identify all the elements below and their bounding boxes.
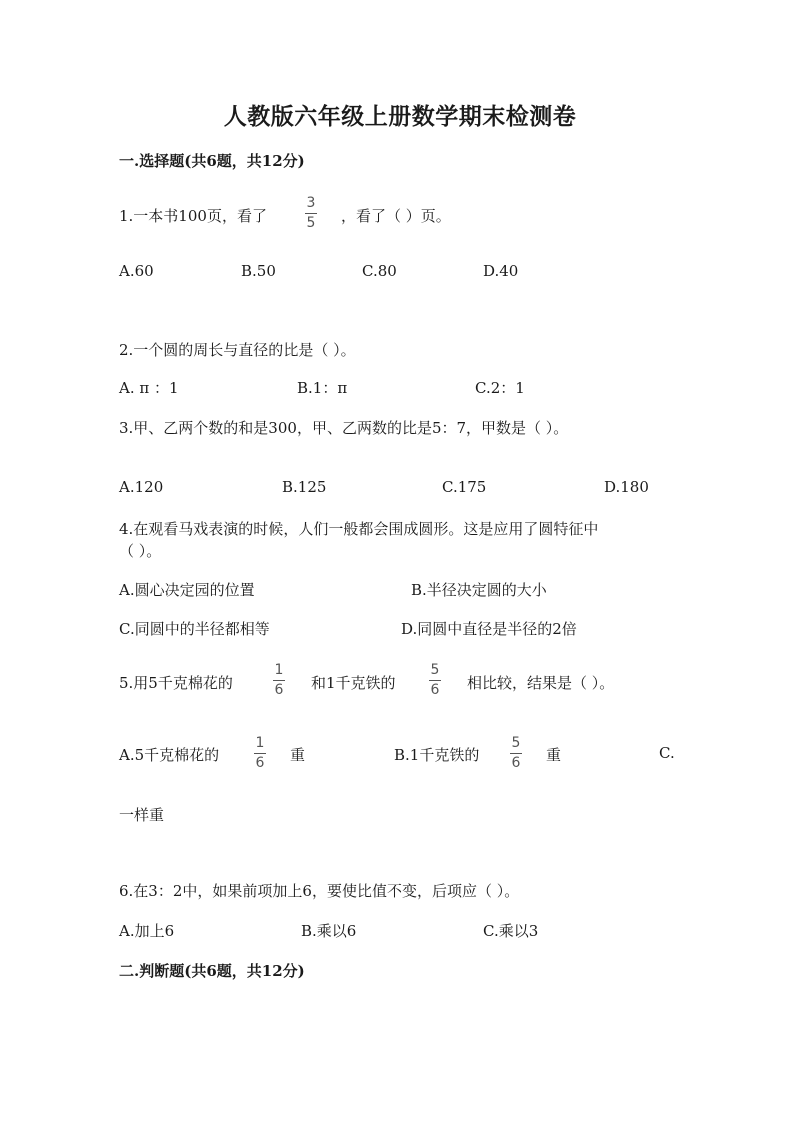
question-5-text-mid: 和1千克铁的 [311,674,396,692]
fraction-3-5 [305,196,317,231]
q1-option-b: B.50 [241,262,276,280]
q3-option-c: C.175 [442,478,487,496]
fraction-numerator: 5 [430,662,440,678]
question-4-text-line2: （ ）。 [119,542,162,560]
fraction-denominator: 6 [255,755,265,771]
section-heading-judgement: 二.判断题(共6题，共12分) [119,962,305,980]
q1-option-c: C.80 [362,262,397,280]
section-heading-choice: 一.选择题(共6题，共12分) [119,152,305,170]
q5-option-b-end: 重 [546,746,562,764]
fraction-1-6 [273,663,285,698]
q5-option-a-end: 重 [290,746,306,764]
q5-option-b: B.1千克铁的 [394,746,480,764]
question-3-text: 3.甲、乙两个数的和是300，甲、乙两数的比是5：7，甲数是（ ）。 [119,419,569,437]
q6-option-a: A.加上6 [119,922,175,940]
q3-option-b: B.125 [282,478,327,496]
fraction-numerator: 3 [306,195,316,211]
fraction-bar [305,213,317,214]
question-1-text-end: ，看了（ ）页。 [341,207,451,225]
fraction-bar [254,753,266,754]
q2-option-c: C.2：1 [475,379,525,397]
fraction-denominator: 5 [306,215,316,231]
q2-option-b: B.1：π [297,379,348,397]
q1-option-d: D.40 [483,262,519,280]
fraction-bar [510,753,522,754]
q1-option-a: A.60 [119,262,154,280]
fraction-bar [273,680,285,681]
q6-option-c: C.乘以3 [483,922,539,940]
q5-option-a: A.5千克棉花的 [119,746,220,764]
question-5-text-end: 相比较，结果是（ ）。 [467,674,615,692]
fraction-denominator: 6 [511,755,521,771]
fraction-denominator: 6 [430,682,440,698]
question-1-text: 1.一本书100页，看了 [119,207,267,225]
q4-option-a: A.圆心决定园的位置 [119,581,255,599]
question-6-text: 6.在3：2中，如果前项加上6，要使比值不变，后项应（ ）。 [119,882,520,900]
fraction-5-6 [510,736,522,771]
fraction-numerator: 1 [274,662,284,678]
question-2-text: 2.一个圆的周长与直径的比是（ ）。 [119,341,356,359]
q5-option-c: C. [659,744,675,762]
fraction-5-6 [429,663,441,698]
question-5-text: 5.用5千克棉花的 [119,674,233,692]
q2-option-a: A. π ：1 [119,379,179,397]
q6-option-b: B.乘以6 [301,922,357,940]
fraction-denominator: 6 [274,682,284,698]
fraction-1-6 [254,736,266,771]
q5-option-c-text: 一样重 [119,806,165,824]
q4-option-d: D.同圆中直径是半径的2倍 [401,620,577,638]
fraction-numerator: 5 [511,735,521,751]
fraction-bar [429,680,441,681]
page-title: 人教版六年级上册数学期末检测卷 [223,103,577,130]
q3-option-d: D.180 [604,478,649,496]
fraction-numerator: 1 [255,735,265,751]
q4-option-c: C.同圆中的半径都相等 [119,620,270,638]
question-4-text-line1: 4.在观看马戏表演的时候，人们一般都会围成圆形。这是应用了圆特征中 [119,520,599,538]
q4-option-b: B.半径决定圆的大小 [411,581,547,599]
q3-option-a: A.120 [119,478,164,496]
